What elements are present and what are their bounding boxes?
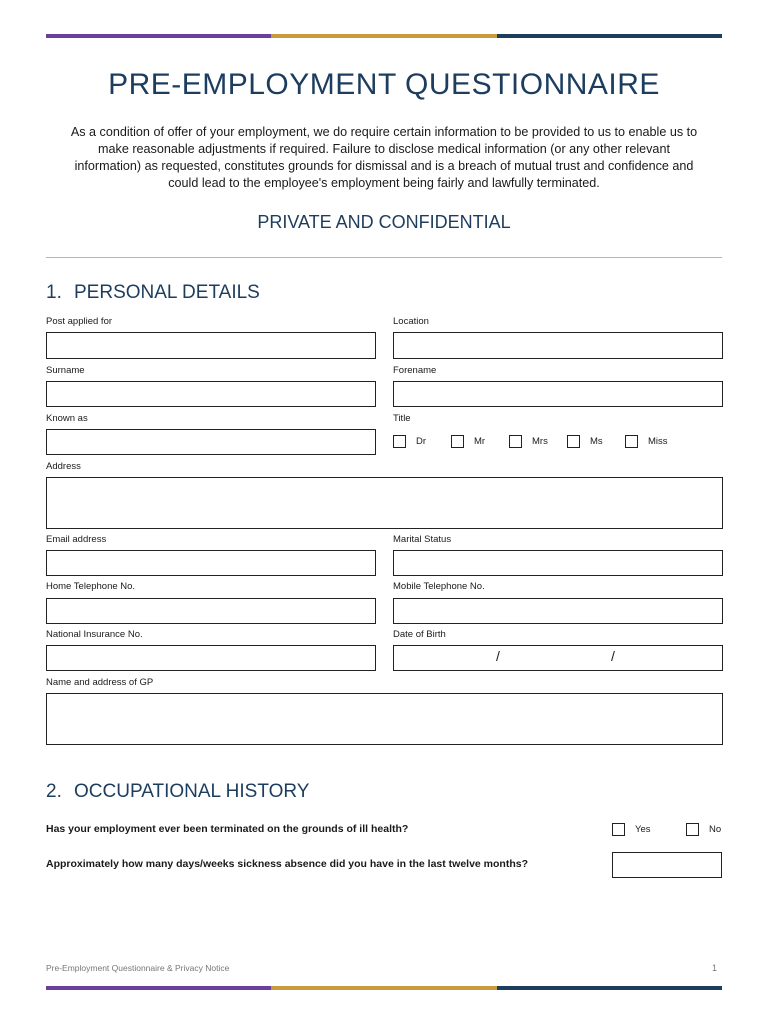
title-label: Title [393, 413, 411, 424]
surname-field[interactable] [46, 381, 376, 407]
email-field[interactable] [46, 550, 376, 576]
intro-paragraph: As a condition of offer of your employment, we do require certain information to be provided to us to enable us to make reasonable adjustments if required. Failure to disclose medical information (or any other relevant information) as requested, constitutes grounds for dismissal and is a breach of mutual trust and confidence and could lead to the employee's employment being fairly and lawfully terminated. [70, 125, 698, 190]
national-insurance-label: National Insurance No. [46, 629, 143, 640]
ill-health-question: Has your employment ever been terminated on the grounds of ill health? [46, 823, 409, 835]
gp-field[interactable] [46, 693, 723, 745]
ill-health-no-label: No [709, 824, 722, 835]
ill-health-yes-checkbox[interactable] [612, 823, 625, 836]
location-field[interactable] [393, 332, 723, 359]
section-1-heading [46, 282, 260, 304]
ill-health-option-yes[interactable] [612, 823, 651, 836]
section-2-heading [46, 781, 309, 803]
footer-document-name: Pre-Employment Questionnaire & Privacy Notice [46, 963, 230, 973]
post-applied-for-field[interactable] [46, 332, 376, 359]
marital-status-label: Marital Status [393, 534, 452, 545]
title-mr-checkbox[interactable] [451, 435, 464, 448]
top-bar-purple-segment [46, 34, 271, 38]
top-bar-gold-segment [271, 34, 496, 38]
sickness-absence-field[interactable] [612, 852, 722, 878]
section-1-number: 1. [46, 282, 62, 303]
title-option-mr[interactable] [451, 435, 485, 448]
top-color-bar [46, 34, 722, 38]
mobile-telephone-label: Mobile Telephone No. [393, 581, 485, 592]
title-dr-checkbox[interactable] [393, 435, 406, 448]
home-telephone-label: Home Telephone No. [46, 581, 136, 592]
known-as-field[interactable] [46, 429, 376, 455]
date-of-birth-field[interactable] [393, 645, 723, 671]
confidential-subtitle: PRIVATE AND CONFIDENTIAL [257, 212, 511, 232]
top-bar-navy-segment [497, 34, 722, 38]
title-mrs-label: Mrs [532, 436, 548, 447]
title-miss-label: Miss [648, 436, 668, 447]
section-1-title: PERSONAL DETAILS [74, 282, 260, 303]
ill-health-option-no[interactable] [686, 823, 721, 836]
known-as-label: Known as [46, 413, 88, 424]
section-2-number: 2. [46, 781, 62, 802]
bottom-bar-purple-segment [46, 986, 271, 990]
address-label: Address [46, 461, 81, 472]
title-option-miss[interactable] [625, 435, 668, 448]
mobile-telephone-field[interactable] [393, 598, 723, 624]
post-applied-for-label: Post applied for [46, 316, 113, 327]
address-field[interactable] [46, 477, 723, 529]
location-label: Location [393, 316, 429, 327]
title-option-mrs[interactable] [509, 435, 548, 448]
national-insurance-field[interactable] [46, 645, 376, 671]
title-ms-checkbox[interactable] [567, 435, 580, 448]
title-ms-label: Ms [590, 436, 603, 447]
ill-health-yes-label: Yes [635, 824, 651, 835]
dob-separator-1: / [496, 648, 500, 664]
title-dr-label: Dr [416, 436, 427, 447]
sickness-absence-question: Approximately how many days/weeks sickness absence did you have in the last twelve months? [46, 858, 529, 870]
home-telephone-field[interactable] [46, 598, 376, 624]
forename-field[interactable] [393, 381, 723, 407]
page-number: 1 [712, 963, 718, 973]
header-divider [46, 257, 722, 258]
section-2-title: OCCUPATIONAL HISTORY [74, 781, 310, 802]
ill-health-no-checkbox[interactable] [686, 823, 699, 836]
title-mrs-checkbox[interactable] [509, 435, 522, 448]
email-label: Email address [46, 534, 107, 545]
marital-status-field[interactable] [393, 550, 723, 576]
page-title: PRE-EMPLOYMENT QUESTIONNAIRE [108, 68, 660, 101]
title-option-dr[interactable] [393, 435, 426, 448]
title-miss-checkbox[interactable] [625, 435, 638, 448]
title-option-ms[interactable] [567, 435, 603, 448]
gp-label: Name and address of GP [46, 677, 154, 688]
date-of-birth-label: Date of Birth [393, 629, 446, 640]
bottom-bar-gold-segment [271, 986, 496, 990]
forename-label: Forename [393, 365, 437, 376]
title-mr-label: Mr [474, 436, 486, 447]
surname-label: Surname [46, 365, 85, 376]
bottom-bar-navy-segment [497, 986, 722, 990]
bottom-color-bar [46, 986, 722, 990]
dob-separator-2: / [611, 648, 615, 664]
